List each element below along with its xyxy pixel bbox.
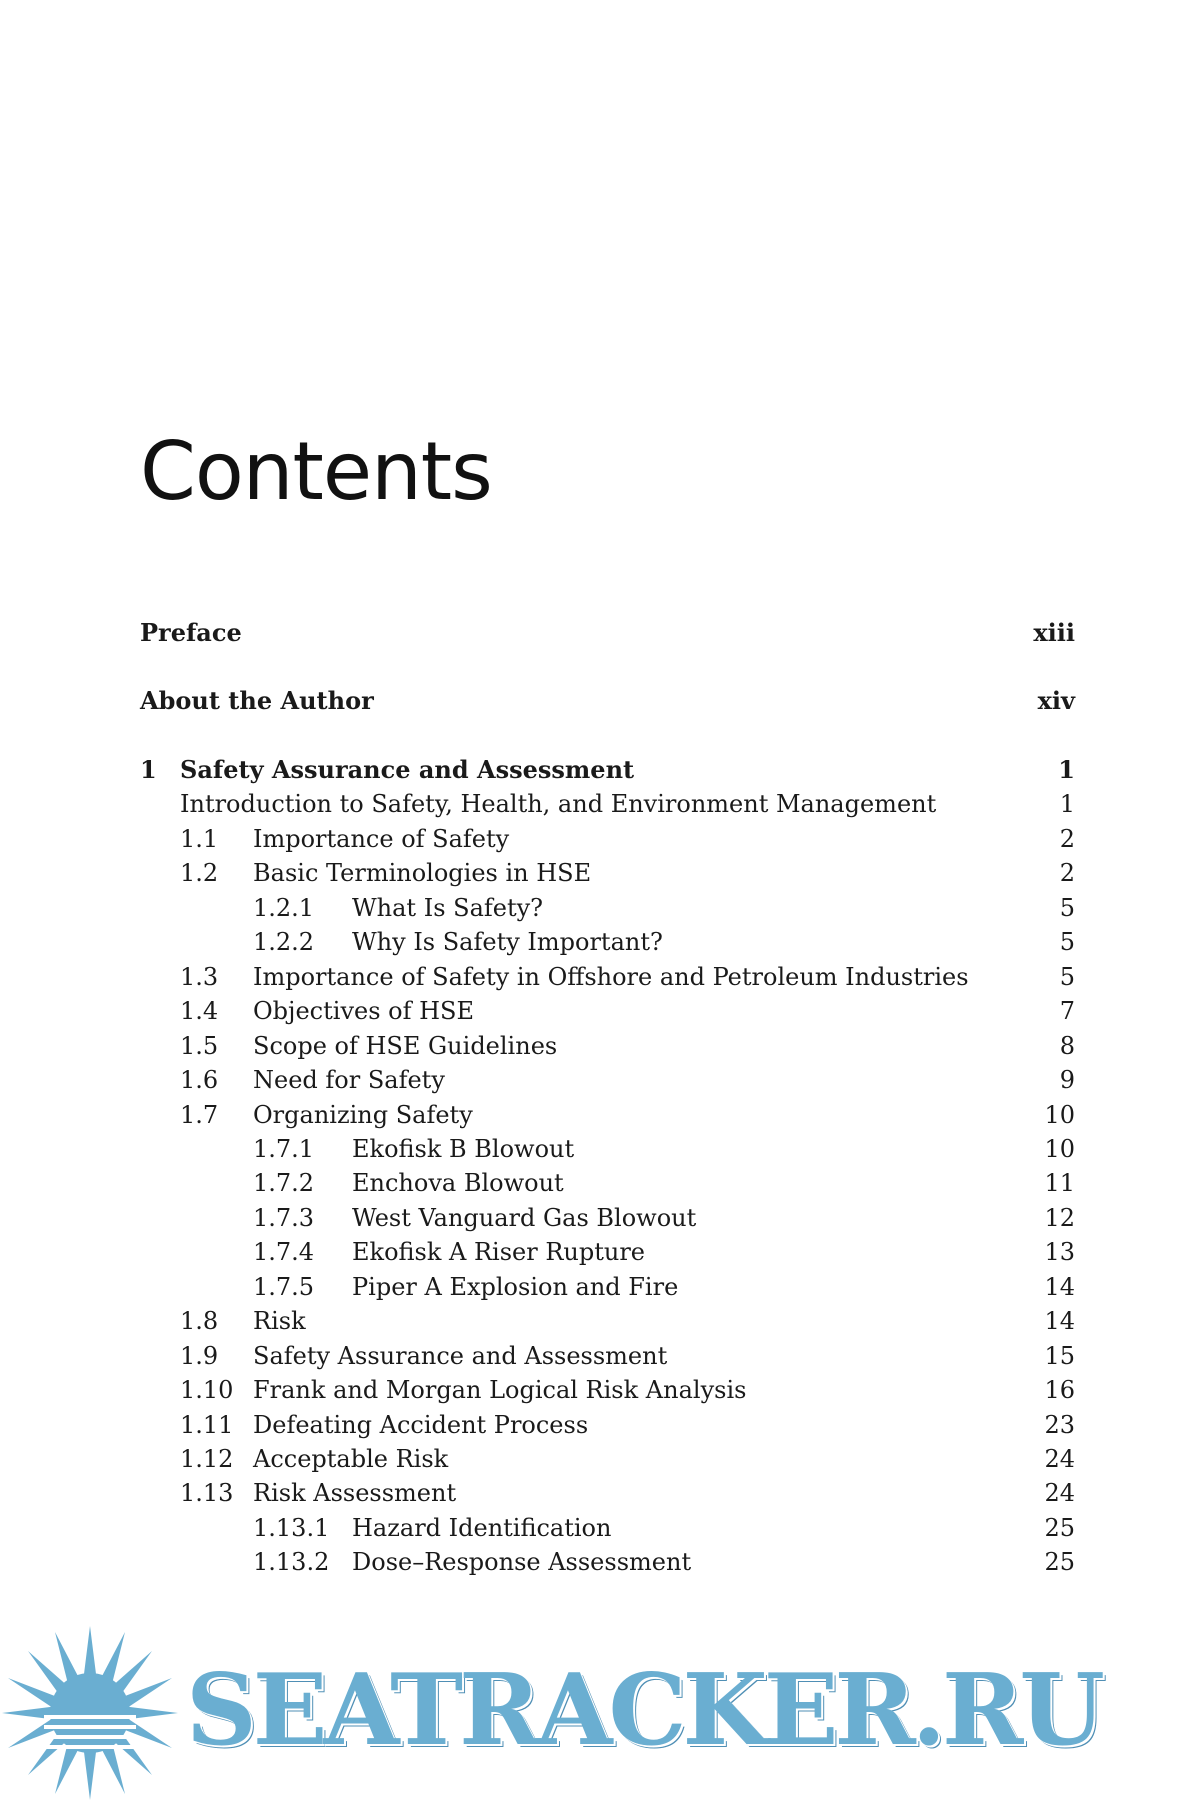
toc-entry-page: 16 xyxy=(1044,1376,1075,1405)
toc-entry-title: Ekofisk A Riser Rupture xyxy=(352,1238,646,1267)
toc-entry-number: 1.5 xyxy=(180,1031,219,1060)
toc-entry-page: 7 xyxy=(1059,997,1075,1026)
toc-entry xyxy=(0,1408,1197,1442)
toc-entry-page: 8 xyxy=(1059,1031,1075,1060)
toc-entry-title: Frank and Morgan Logical Risk Analysis xyxy=(253,1376,747,1405)
toc-entry-number: 1.13.2 xyxy=(253,1548,330,1577)
toc-entry-page: 5 xyxy=(1059,962,1075,991)
toc-entry-title: Safety Assurance and Assessment xyxy=(180,755,635,784)
toc-entry-number: 1.2.1 xyxy=(253,893,315,922)
toc-entry xyxy=(0,1373,1197,1407)
toc-entry xyxy=(0,856,1197,890)
page-title: Contents xyxy=(140,425,492,518)
toc-entry-number: 1.13.1 xyxy=(253,1513,330,1542)
toc-entry-page: 1 xyxy=(1058,755,1075,784)
toc-entry-number: 1.6 xyxy=(180,1066,219,1095)
watermark xyxy=(0,1622,1197,1804)
toc-entry-page: 9 xyxy=(1059,1066,1075,1095)
toc-entry xyxy=(0,1304,1197,1338)
toc-entry-page: 5 xyxy=(1059,893,1075,922)
toc-entry-number: 1.7.4 xyxy=(253,1238,315,1267)
toc-entry-number: 1.4 xyxy=(180,997,219,1026)
toc-entry-title: Risk xyxy=(253,1307,306,1336)
toc-entry-page: 1 xyxy=(1059,790,1075,819)
toc-entry-page: 2 xyxy=(1059,824,1075,853)
toc-entry-number: 1.13 xyxy=(180,1479,234,1508)
toc-entry-page: 23 xyxy=(1044,1410,1075,1439)
toc-entry xyxy=(0,787,1197,821)
toc-entry xyxy=(0,1166,1197,1200)
toc-entry-title: Importance of Safety in Offshore and Petroleum Industries xyxy=(253,962,969,991)
toc-entry xyxy=(0,822,1197,856)
toc-entry-title: Piper A Explosion and Fire xyxy=(352,1272,679,1301)
toc-entry-page: 14 xyxy=(1044,1307,1075,1336)
toc-entry-title: Organizing Safety xyxy=(253,1100,473,1129)
toc-entry-number: 1.9 xyxy=(180,1341,219,1370)
toc-entry xyxy=(0,1442,1197,1476)
watermark-text: SEATRACKER.RU xyxy=(186,1653,1101,1768)
toc-entry-number: 1 xyxy=(140,755,157,784)
toc-entry-title: Importance of Safety xyxy=(253,824,510,853)
toc-entry xyxy=(0,1339,1197,1373)
toc-entry-title: Dose–Response Assessment xyxy=(352,1548,692,1577)
toc-entry-page: 2 xyxy=(1059,859,1075,888)
toc-entry-title: Ekofisk B Blowout xyxy=(352,1134,575,1163)
toc-entry-number: 1.12 xyxy=(180,1445,234,1473)
toc-entry-page: xiv xyxy=(1037,686,1075,715)
toc-entry xyxy=(0,925,1197,959)
toc-entry-number: 1.2.2 xyxy=(253,928,315,957)
toc-entry-title: Enchova Blowout xyxy=(352,1169,564,1198)
toc-entry-title: Risk Assessment xyxy=(253,1479,457,1508)
toc-entry-title: What Is Safety? xyxy=(352,893,544,922)
toc-entry xyxy=(0,1201,1197,1235)
toc-entry-title: Objectives of HSE xyxy=(253,997,475,1026)
toc-entry-title: Why Is Safety Important? xyxy=(352,928,663,957)
toc-entry-title: Hazard Identification xyxy=(352,1513,612,1542)
toc-entry-title: West Vanguard Gas Blowout xyxy=(352,1203,697,1232)
toc-entry-title: Safety Assurance and Assessment xyxy=(253,1341,668,1370)
toc-entry xyxy=(0,891,1197,925)
toc-entry xyxy=(0,1235,1197,1269)
toc-entry xyxy=(0,1545,1197,1579)
toc-entry-number: 1.2 xyxy=(180,859,219,888)
toc-entry xyxy=(0,994,1197,1028)
toc-entry-number: 1.3 xyxy=(180,962,219,991)
toc-entry xyxy=(0,1511,1197,1545)
toc-entry-title: About the Author xyxy=(140,686,374,715)
toc-entry xyxy=(0,1270,1197,1304)
toc-entry-page: 24 xyxy=(1044,1479,1075,1508)
toc-entry xyxy=(0,960,1197,994)
toc-entry-page: 14 xyxy=(1044,1272,1075,1301)
toc-entry-number: 1.7.5 xyxy=(253,1272,315,1301)
toc-entry-number: 1.7.1 xyxy=(253,1134,315,1163)
toc-entry-number: 1.10 xyxy=(180,1376,234,1405)
toc-entry-page: 13 xyxy=(1044,1238,1075,1267)
toc-entry-page: 10 xyxy=(1044,1100,1075,1129)
toc-entry-number: 1.8 xyxy=(180,1307,219,1336)
toc-entry-title: Preface xyxy=(140,618,242,647)
toc-entry-number: 1.1 xyxy=(180,824,219,853)
toc-entry xyxy=(0,753,1197,787)
toc-entry-title: Need for Safety xyxy=(253,1066,445,1095)
toc-entry xyxy=(0,1063,1197,1097)
toc-entry-page: 10 xyxy=(1044,1134,1075,1163)
toc-entry-title: Defeating Accident Process xyxy=(253,1410,589,1439)
toc-entry-number: 1.7 xyxy=(180,1100,219,1129)
toc-entry xyxy=(0,1476,1197,1510)
toc-entry-title: Acceptable Risk xyxy=(253,1445,449,1473)
toc-entry-title: Introduction to Safety, Health, and Environment Management xyxy=(180,790,937,819)
toc-entry xyxy=(0,1029,1197,1063)
toc-entry-page: 5 xyxy=(1059,928,1075,957)
toc-entry xyxy=(0,684,1197,718)
toc-entry xyxy=(0,616,1197,650)
toc-entry xyxy=(0,1098,1197,1132)
toc-entry-page: 25 xyxy=(1044,1513,1075,1542)
toc-entry-page: 15 xyxy=(1044,1341,1075,1370)
toc-entry-page: xiii xyxy=(1033,618,1075,647)
toc-entry xyxy=(0,1132,1197,1166)
toc-entry-page: 24 xyxy=(1044,1445,1075,1473)
toc-entry-title: Scope of HSE Guidelines xyxy=(253,1031,558,1060)
toc-entry-number: 1.11 xyxy=(180,1410,234,1439)
toc-entry-page: 25 xyxy=(1044,1548,1075,1577)
toc-entry-number: 1.7.2 xyxy=(253,1169,315,1198)
toc-entry-page: 11 xyxy=(1044,1169,1075,1198)
toc-entry-number: 1.7.3 xyxy=(253,1203,315,1232)
toc-entry-page: 12 xyxy=(1044,1203,1075,1232)
sun-logo-icon xyxy=(0,1622,180,1804)
toc-entry-title: Basic Terminologies in HSE xyxy=(253,859,592,888)
